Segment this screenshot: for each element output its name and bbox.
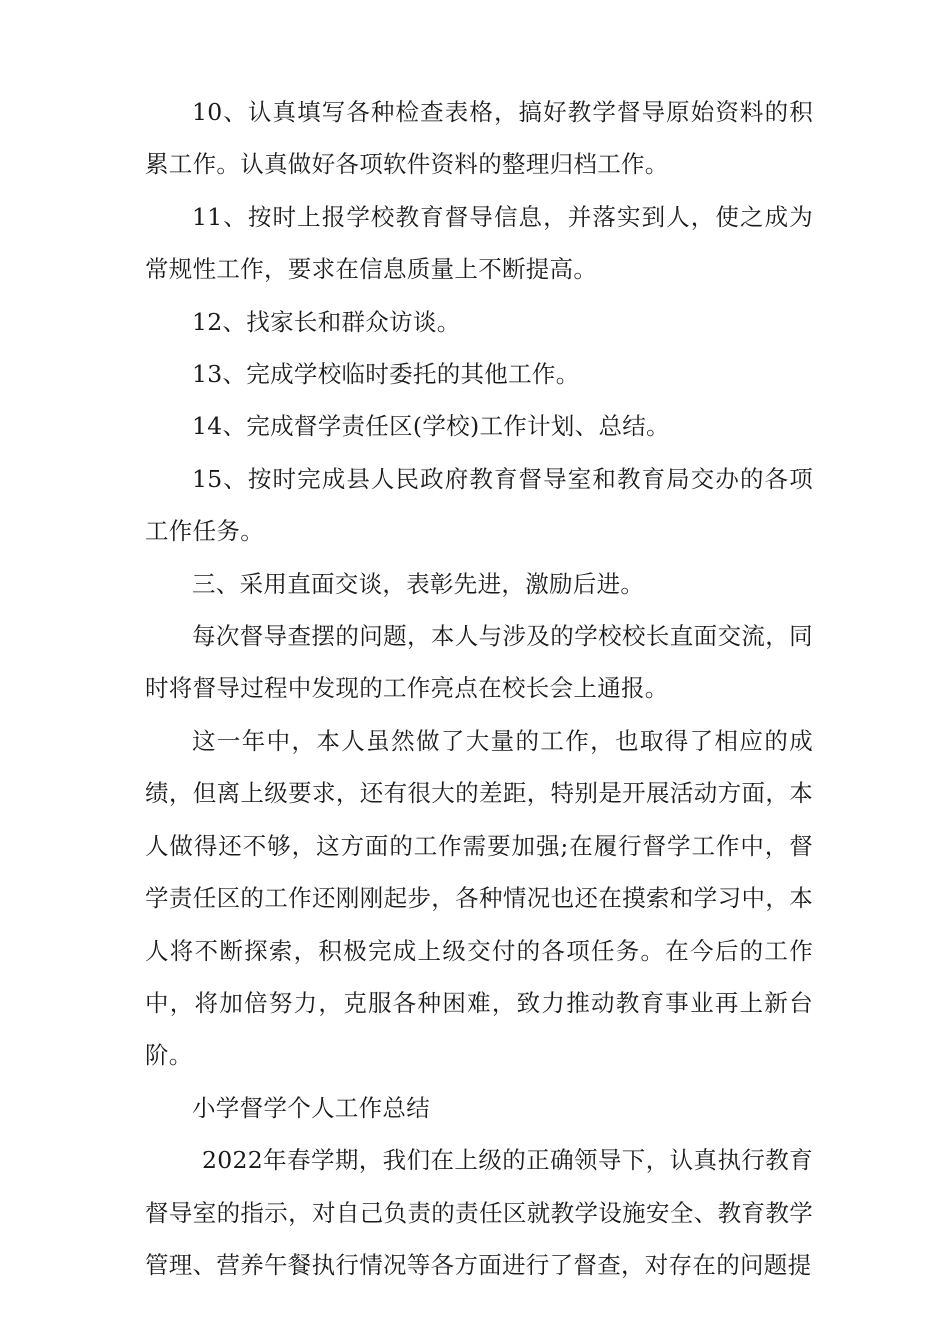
paragraph-item-13: 13、完成学校临时委托的其他工作。 <box>192 360 580 389</box>
paragraph-supervision-issues: 每次督导查摆的问题，本人与涉及的学校校长直面交流，同时将督导过程中发现的工作亮点在校长会上通报。 <box>145 622 813 703</box>
section-heading-three: 三、采用直面交谈，表彰先进，激励后进。 <box>192 569 645 598</box>
paragraph-item-11: 11、按时上报学校教育督导信息，并落实到人，使之成为常规性工作，要求在信息质量上不断提高。 <box>145 202 813 284</box>
paragraph-intro: 2022年春学期，我们在上级的正确领导下，认真执行教育督导室的指示，对自己负责的责任区就教学设施安全、教育教学管理、营养午餐执行情况等各方面进行了督查，对存在的问题提 <box>145 1146 813 1279</box>
document-body <box>145 86 813 1291</box>
paragraph-year-summary: 这一年中，本人虽然做了大量的工作，也取得了相应的成绩，但离上级要求，还有很大的差距，特别是开展活动方面，本人做得还不够，这方面的工作需要加强;在履行督学工作中，督学责任区的工作还刚刚起步，各种情况也还在摸索和学习中，本人将不断探索，积极完成上级交付的各项任务。在今后的工作中，将加倍努力，克服各种困难，致力推动教育事业再上新台阶。 <box>145 726 813 1070</box>
paragraph-item-10: 10、认真填写各种检查表格，搞好教学督导原始资料的积累工作。认真做好各项软件资料的整理归档工作。 <box>145 98 813 179</box>
paragraph-item-15: 15、按时完成县人民政府教育督导室和教育局交办的各项工作任务。 <box>145 464 813 546</box>
paragraph-item-12: 12、找家长和群众访谈。 <box>192 307 461 336</box>
paragraph-item-14: 14、完成督学责任区(学校)工作计划、总结。 <box>192 412 670 441</box>
section-title: 小学督学个人工作总结 <box>192 1093 430 1122</box>
